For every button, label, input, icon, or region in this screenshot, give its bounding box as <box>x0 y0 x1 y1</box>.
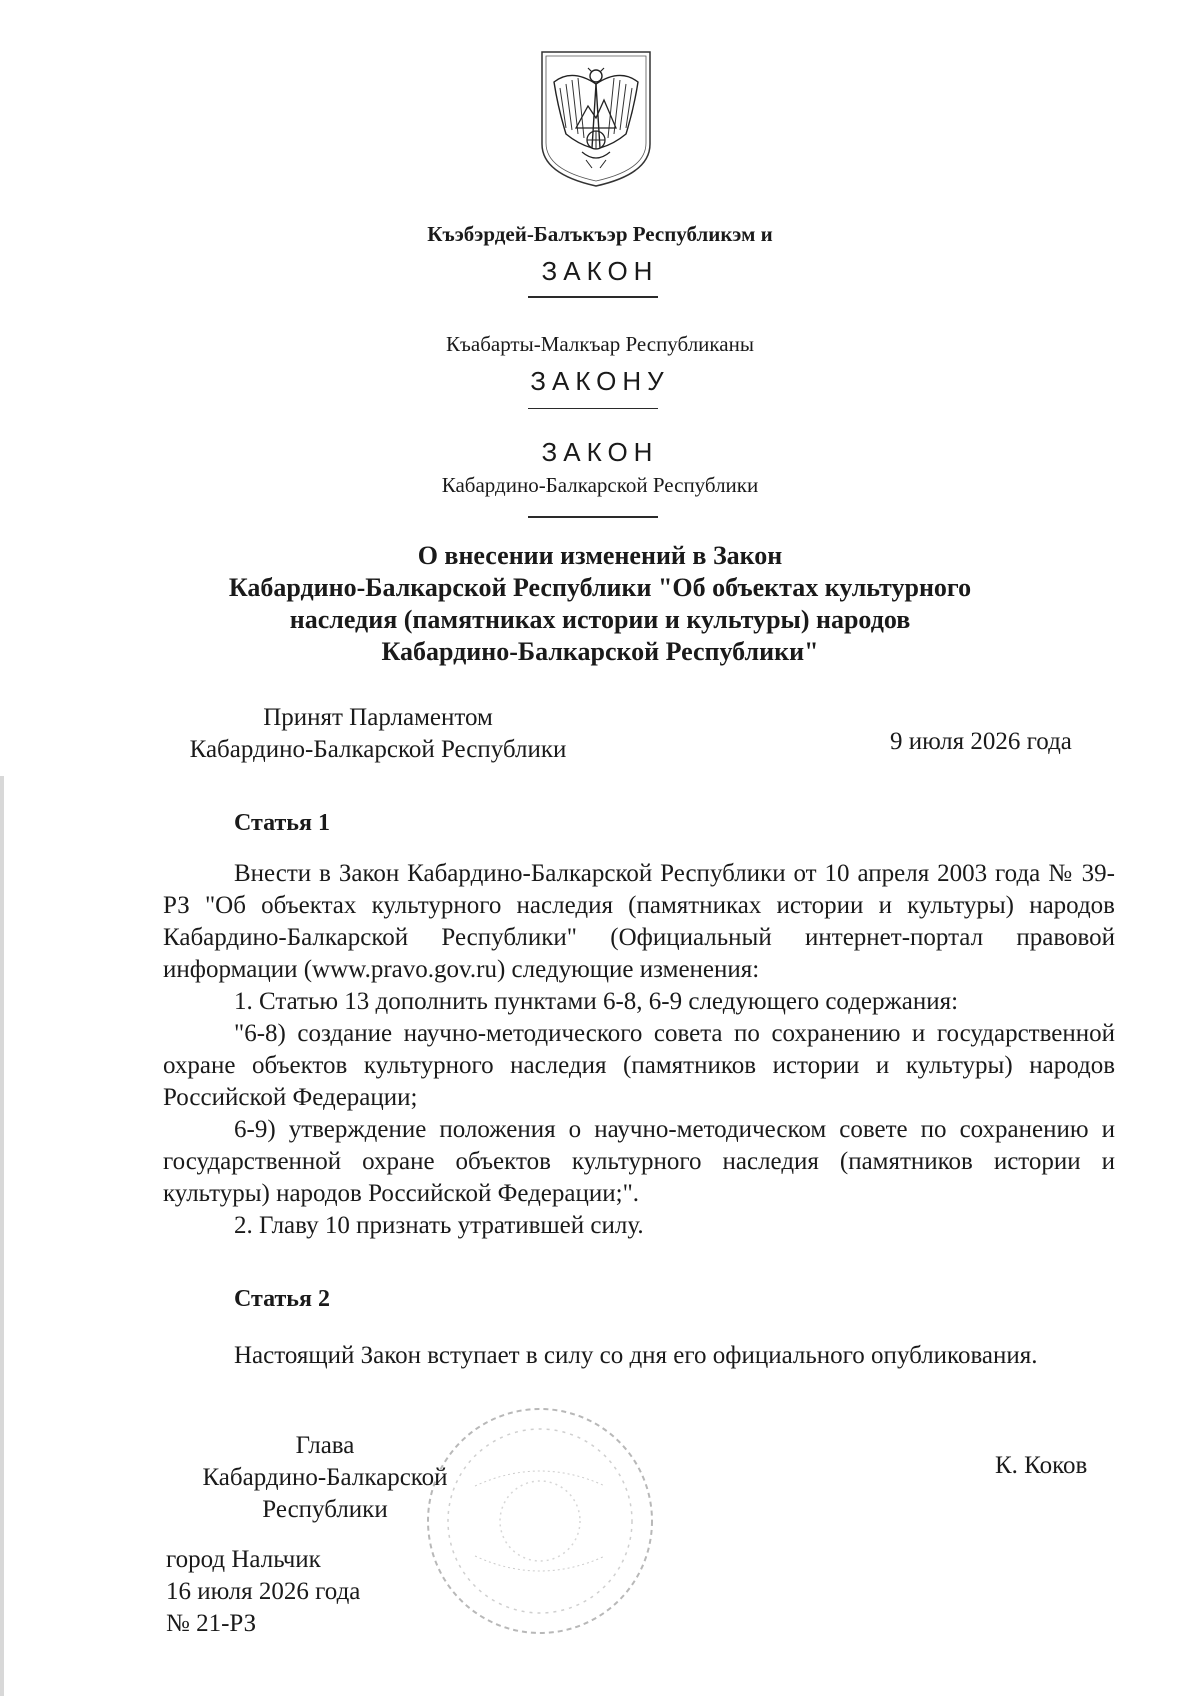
header-divider <box>528 296 658 298</box>
adoption-line: Принят Парламентом <box>263 704 493 731</box>
adoption-line: Кабардино-Балкарской Республики <box>189 736 567 763</box>
signatory-title-line: Глава <box>295 1432 355 1459</box>
signatory-title <box>175 1430 475 1526</box>
article-paragraph: Внести в Закон Кабардино-Балкарской Республики от 10 апреля 2003 года № 39-РЗ "Об объектах культурного наследия (памятниках истории и культуры) народов Кабардино-Балкарской Республики" (Официальный интернет-портал правовой информации (www.pravo.gov.ru) следующие изменения: <box>163 860 1115 983</box>
title-line: наследия (памятниках истории и культуры) народов <box>289 605 911 634</box>
title-line: Кабардино-Балкарской Республики" <box>381 637 819 666</box>
law-number: № 21-РЗ <box>166 1610 257 1637</box>
title-line: О внесении изменений в Закон <box>417 541 783 570</box>
article-1-heading: Статья 1 <box>234 810 330 836</box>
scan-edge-line <box>0 776 4 1696</box>
article-paragraph: 6-9) утверждение положения о научно-методическом совете по сохранению и государственной охране объектов культурного наследия (памятников истории и культуры) народов Российской Федерации;". <box>163 1116 1115 1207</box>
header-divider <box>528 408 658 409</box>
kabardian-republic-line: Къэбэрдей-Балъкъэр Республикэм и <box>427 222 773 246</box>
russian-republic-line: Кабардино-Балкарской Республики <box>441 473 759 497</box>
kabardian-law-word: ЗАКОН <box>541 256 659 286</box>
russian-law-word: ЗАКОН <box>541 437 659 467</box>
article-paragraph: "6-8) создание научно-методического совета по сохранению и государственной охране объектов культурного наследия (памятников истории и культуры) народов Российской Федерации; <box>163 1020 1115 1111</box>
coat-of-arms-icon <box>532 48 660 188</box>
article-paragraph: Настоящий Закон вступает в силу со дня его официального опубликования. <box>234 1342 1038 1369</box>
adoption-info <box>163 702 593 766</box>
city: город Нальчик <box>166 1546 321 1573</box>
title-line: Кабардино-Балкарской Республики "Об объектах культурного <box>228 573 972 602</box>
place-date-number <box>166 1544 360 1640</box>
article-1-body <box>163 858 1115 1242</box>
law-title <box>0 540 1200 668</box>
signatory-name: К. Коков <box>995 1452 1088 1479</box>
article-2-body <box>163 1340 1115 1372</box>
signing-date: 16 июля 2026 года <box>166 1578 361 1605</box>
signatory-title-line: Республики <box>262 1496 388 1523</box>
balkar-law-word: ЗАКОНУ <box>530 366 670 396</box>
balkar-republic-line: Къабарты-Малкъар Республиканы <box>446 332 754 356</box>
article-paragraph: 2. Главу 10 признать утратившей силу. <box>234 1212 644 1239</box>
header-divider <box>528 516 658 518</box>
article-paragraph: 1. Статью 13 дополнить пунктами 6-8, 6-9 следующего содержания: <box>234 988 959 1015</box>
signatory-title-line: Кабардино-Балкарской <box>202 1464 448 1491</box>
article-2-heading: Статья 2 <box>234 1286 330 1312</box>
adoption-date: 9 июля 2026 года <box>890 728 1072 755</box>
